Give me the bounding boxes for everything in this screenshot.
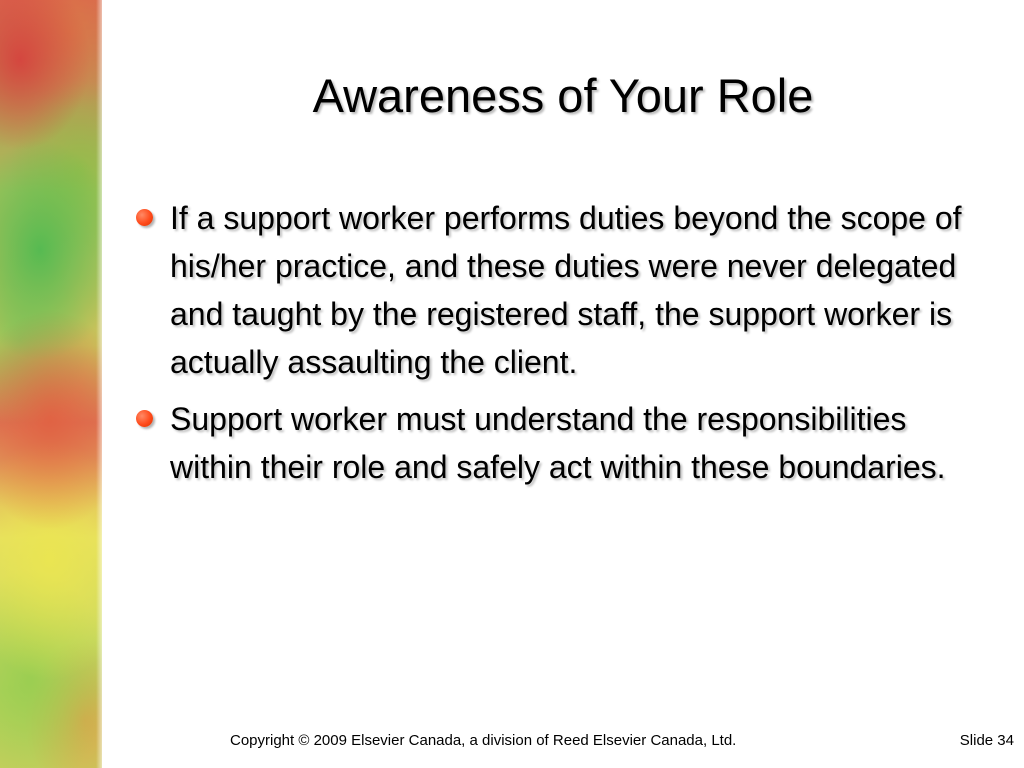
bullet-item (130, 194, 990, 386)
bullet-dot-icon (136, 410, 153, 427)
bullet-list (130, 194, 990, 500)
slide-title: Awareness of Your Role (312, 69, 814, 122)
decorative-side-band (0, 0, 102, 768)
bullet-text: Support worker must understand the responsibilities within their role and safely act within these boundaries. (170, 401, 946, 485)
bullet-item (130, 395, 990, 491)
bullet-text: If a support worker performs duties beyond the scope of his/her practice, and these duties were never delegated and taught by the registered staff, the support worker is actually assaulting the client. (170, 200, 962, 380)
footer-copyright: Copyright © 2009 Elsevier Canada, a division of Reed Elsevier Canada, Ltd. (230, 732, 737, 749)
slide-number: Slide 34 (959, 732, 1014, 749)
bullet-dot-icon (136, 209, 153, 226)
